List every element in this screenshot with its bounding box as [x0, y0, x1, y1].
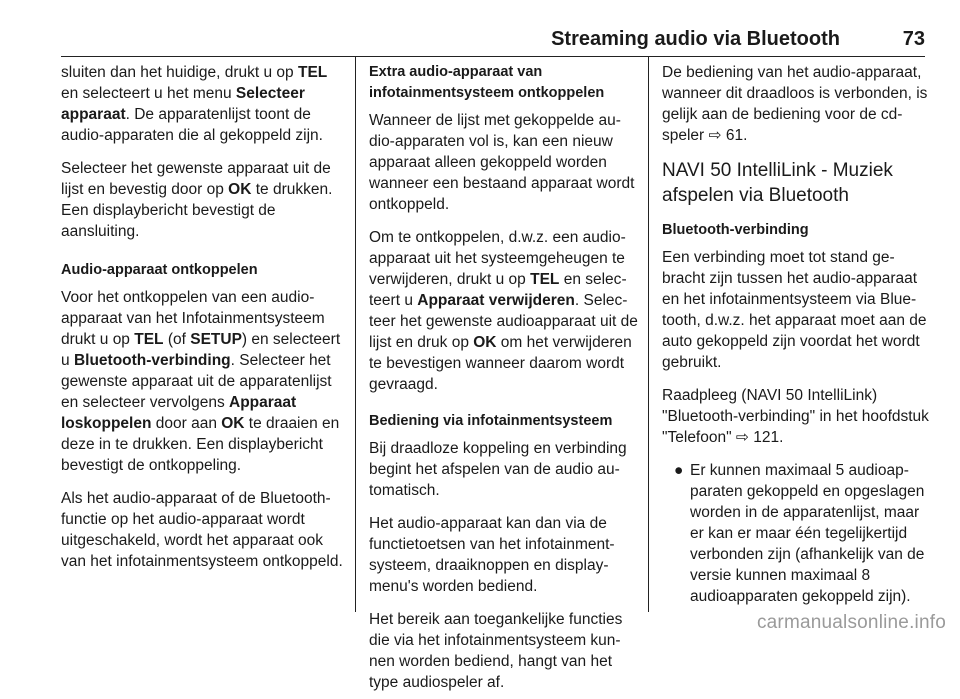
- page-reference-arrow-icon: ⇨: [735, 429, 749, 446]
- subheading: Bluetooth-verbinding: [662, 222, 809, 238]
- paragraph: Selecteer het gewenste apparaat uit de lijst en bevestig door op OK te drukken. Een displaybericht bevestigt de aansluiting.: [61, 160, 333, 240]
- paragraph: Als het audio-apparaat of de Bluetooth-functie op het audio-apparaat wordt uitgeschakeld, wordt het apparaat ook van het infotainmentsysteem ontkoppeld.: [61, 490, 343, 570]
- subheading: Audio-apparaat ontkoppelen: [61, 262, 258, 278]
- running-header-title: Streaming audio via Bluetooth: [551, 28, 840, 50]
- paragraph: Voor het ontkoppelen van een audio-apparaat van het Infotainmentsysteem drukt u op TEL (of SETUP) en selecteert u Bluetooth-verbinding. Selecteer het gewenste apparaat uit de apparatenlijst en selecteer vervolgens Apparaat loskoppelen door aan OK te draaien en deze in te drukken. Een displaybericht bevestigt de ontkoppeling.: [61, 289, 341, 474]
- paragraph: Een verbinding moet tot stand gebracht zijn tussen het audio-apparaat en het infotainmentsysteem via Bluetooth, d.w.z. het apparaat moet aan de auto gekoppeld zijn voordat het wordt gebruikt.: [662, 249, 927, 371]
- paragraph: sluiten dan het huidige, drukt u op TEL en selecteert u het menu Selecteer apparaat. De apparatenlijst toont de audio-apparaten die al gekoppeld zijn.: [61, 64, 328, 144]
- column-1: [61, 62, 346, 578]
- list-item: ● Er kunnen maximaal 5 audioapparaten gekoppeld en opgeslagen worden in de apparatenlijst, maar er kan er maar één tegelijkertijd verbonden zijn (afhankelijk van de versie kunnen maximaal 8 audioapparaten gekoppeld zijn).: [674, 462, 925, 605]
- watermark: carmanualsonline.info: [756, 612, 946, 633]
- bullet-icon: ●: [674, 462, 684, 479]
- column-divider-2: [648, 56, 649, 612]
- paragraph: Wanneer de lijst met gekoppelde audio-apparaten vol is, kan een nieuw apparaat alleen gekoppeld worden wanneer een bestaand apparaat wordt ontkoppeld.: [369, 112, 635, 213]
- subheading: Extra audio-apparaat van infotainmentsysteem ontkoppelen: [369, 64, 605, 101]
- subheading: Bediening via infotainmentsysteem: [369, 413, 613, 429]
- page-number: 73: [902, 28, 925, 50]
- paragraph: Bij draadloze koppeling en verbinding begint het afspelen van de audio automatisch.: [369, 440, 627, 499]
- column-divider-1: [355, 56, 356, 612]
- header-rule: [61, 56, 925, 57]
- paragraph: Het bereik aan toegankelijke functies die via het infotainmentsysteem kunnen worden bediend, hangt van het type audiospeler af.: [369, 611, 623, 691]
- paragraph: Het audio-apparaat kan dan via de functietoetsen van het infotainmentsysteem, draaiknoppen en displaymenu's worden bediend.: [369, 515, 615, 595]
- paragraph: Om te ontkoppelen, d.w.z. een audio-apparaat uit het systeemgeheugen te verwijderen, drukt u op TEL en selecteert u Apparaat verwijderen. Selecteer het gewenste audioapparaat uit de lijst en druk op OK om het verwijderen te bevestigen wanneer daarom wordt gevraagd.: [369, 229, 638, 393]
- page-reference-arrow-icon: ⇨: [708, 127, 722, 144]
- section-heading: NAVI 50 IntelliLink - Muziek afspelen via Bluetooth: [662, 160, 893, 206]
- paragraph: Raadpleeg (NAVI 50 IntelliLink) "Bluetooth-verbinding" in het hoofdstuk "Telefoon" ⇨ 121.: [662, 387, 929, 446]
- column-2: [369, 62, 639, 699]
- paragraph: De bediening van het audio-apparaat, wanneer dit draadloos is verbonden, is gelijk aan de bediening voor de cd-speler ⇨ 61.: [662, 64, 928, 144]
- column-3: [662, 62, 930, 607]
